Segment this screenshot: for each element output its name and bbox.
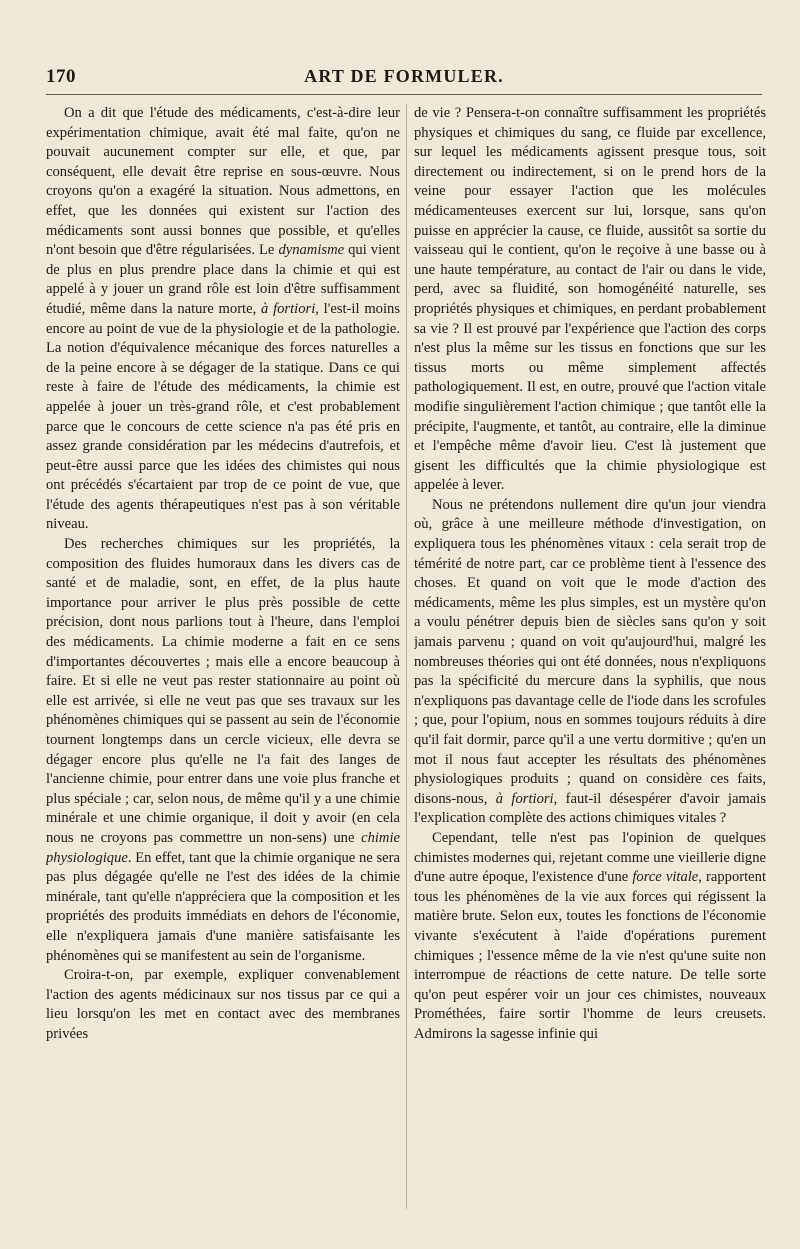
column-divider <box>406 104 407 1209</box>
paragraph <box>414 104 766 496</box>
paragraph-text: , faut-il désespérer d'avoir jamais l'explication complète des actions chimiques vitales ? <box>414 790 766 827</box>
page-number: 170 <box>46 66 76 87</box>
paragraph-text: Nous ne prétendons nullement dire qu'un jour viendra où, grâce à une meilleure méthode d'investigation, on expliquera tous les phénomènes vitaux : cela serait trop de témérité de notre part, car ce problème tient à l'essence des choses. Et quand on voit que le mode d'action des médicaments, même les plus simples, est un mystère qu'on a voulu pénétrer depuis bien de siècles sans qu'on y soit jamais parvenu ; quand on voit qu'aujourd'hui, malgré les nombreuses théories qui ont été données, nous n'expliquons pas la spécificité du mercure dans la syphilis, que nous n'expliquons pas davantage celle de l'iode dans les scrofules ; que, pour l'opium, nous en sommes toujours réduits à dire qu'il fait dormir, parce qu'il a une vertu dormitive ; qu'en un mot il nous faut accepter les résultats des phénomènes physiologiques produits ; quand on considère ces faits, disons-nous, <box>414 496 766 807</box>
italic-text: dynamisme <box>278 242 345 259</box>
italic-text: chimie physiologique <box>46 829 400 866</box>
paragraph <box>46 104 400 535</box>
paragraph-text: de vie ? Pensera-t-on connaître suffisamment les propriétés physiques et chimiques du sang, ce fluide par excellence, sur lequel les médicaments agissent presque tous, soit directement ou indirectement, si on le prend hors de la veine pour essayer l'action que les molécules médicamenteuses exercent sur lui, lorsque, sans qu'on puisse en apprécier la cause, ce fluide, aussitôt sa sortie du vaisseau qui le contient, qu'on le reçoive à une basse ou à une haute température, au contact de l'air ou dans le vide, perd, avec sa fluidité, son homogénéité naturelle, ses propriétés physiques et chimiques, en perdant probablement sa vie ? Il est prouvé par l'expérience que l'action des corps n'est plus la même sur les tissus en fonctions que sur les tissus morts ou même simplement affectés pathologiquement. Il est, en outre, prouvé que l'action vitale modifie singulièrement l'action chimique ; que tantôt elle la précipite, l'augmente, et tantôt, au contraire, elle la diminue et l'empêche même d'avoir lieu. C'est là justement que gisent les difficultés que la chimie physiologique est appelée à lever. <box>414 105 766 494</box>
header-rule <box>46 94 762 95</box>
paragraph <box>46 966 400 1044</box>
paragraph-text: Croira-t-on, par exemple, expliquer convenablement l'action des agents médicinaux sur nos tissus par ce qui a lieu lorsqu'on les met en contact avec des membranes privées <box>46 967 400 1042</box>
right-column <box>414 104 766 1214</box>
paragraph <box>414 496 766 829</box>
left-column <box>46 104 400 1214</box>
italic-text: force vitale <box>632 869 699 886</box>
paragraph-text: On a dit que l'étude des médicaments, c'est-à-dire leur expérimentation chimique, avait été mal faite, qu'on ne pouvait aucunement compter sur elle, et que, par conséquent, elle devait être reprise en sous-œuvre. Nous croyons qu'on a exagéré la situation. Nous admettons, en effet, que les données qui existent sur l'action des médicaments sont aussi bonnes que possible, et qu'elles n'ont besoin que d'être régularisées. Le <box>46 105 400 259</box>
paragraph-text: Des recherches chimiques sur les propriétés, la composition des fluides humoraux dans les divers cas de santé et de maladie, sont, en effet, de la plus haute importance pour arriver le plus près possible de cette précision, dont nous parlions tout à l'heure, dans l'emploi des médicaments. La chimie moderne a fait en ce sens d'importantes découvertes ; mais elle a encore beaucoup à faire. Et si elle ne veut pas rester stationnaire au point où elle est arrivée, si elle ne veut pas que ses travaux sur les phénomènes chimiques qui se passent au sein de l'économie tournent longtemps dans un cercle vicieux, elle devra se dégager encore plus qu'elle ne l'a fait des langes de l'ancienne chimie, pour entrer dans une voie plus franche et plus spéciale ; car, selon nous, de même qu'il y a une chimie minérale et une chimie organique, il doit y avoir (en cela nous ne croyons pas commettre un non-sens) une <box>46 536 400 846</box>
paragraph-text: Cependant, telle n'est pas l'opinion de quelques chimistes modernes qui, rejetant comme une vieillerie digne d'une autre époque, l'existence d'une <box>414 829 766 886</box>
paragraph <box>414 829 766 1045</box>
paragraph-text: , l'est-il moins encore au point de vue de la physiologie et de la pathologie. La notion d'équivalence mécanique des forces naturelles a de la peine encore à se dégager de la statique. Dans ce qui reste à faire de l'étude des médicaments, la chimie est appelée à jouer un très-grand rôle, et c'est probablement parce que le concours de cette science n'a pas été pris en assez grande considération par les médecins d'autrefois, et peut-être aussi parce que les idées des chimistes qui nous ont précédés s'écartaient par trop de ce point de vue, que l'étude des agents thérapeutiques n'est pas à son véritable niveau. <box>46 300 400 533</box>
italic-text: à fortiori <box>495 790 554 807</box>
paragraph-text: qui vient de plus en plus prendre place dans la chimie et qui est appelé à y jouer un grand rôle est loin d'être suffisamment étudié, même dans la nature morte, <box>46 242 400 317</box>
running-title: ART DE FORMULER. <box>304 66 504 86</box>
italic-text: à fortiori <box>261 300 316 317</box>
page-header <box>46 66 762 92</box>
paragraph <box>46 535 400 966</box>
paragraph-text: . En effet, tant que la chimie organique ne sera pas plus dégagée qu'elle ne l'est des idées de la chimie minérale, tant qu'elle n'appréciera que la composition et les propriétés des produits immédiats en dehors de l'économie, elle n'expliquera jamais d'une manière satisfaisante les phénomènes qui se manifestent au sein de l'organisme. <box>46 849 400 964</box>
paragraph-text: , rapportent tous les phénomènes de la vie aux forces qui régissent la matière brute. Selon eux, toutes les fonctions de l'économie vivante s'exécutent à l'aide d'opérations purement chimiques ; l'essence même de la vie n'est qu'une suite non interrompue de réactions de cette nature. De telle sorte qu'on peut espérer voir un jour ces chimistes, nouveaux Prométhées, faire sortir l'homme de leurs creusets. Admirons la sagesse infinie qui <box>414 869 766 1042</box>
